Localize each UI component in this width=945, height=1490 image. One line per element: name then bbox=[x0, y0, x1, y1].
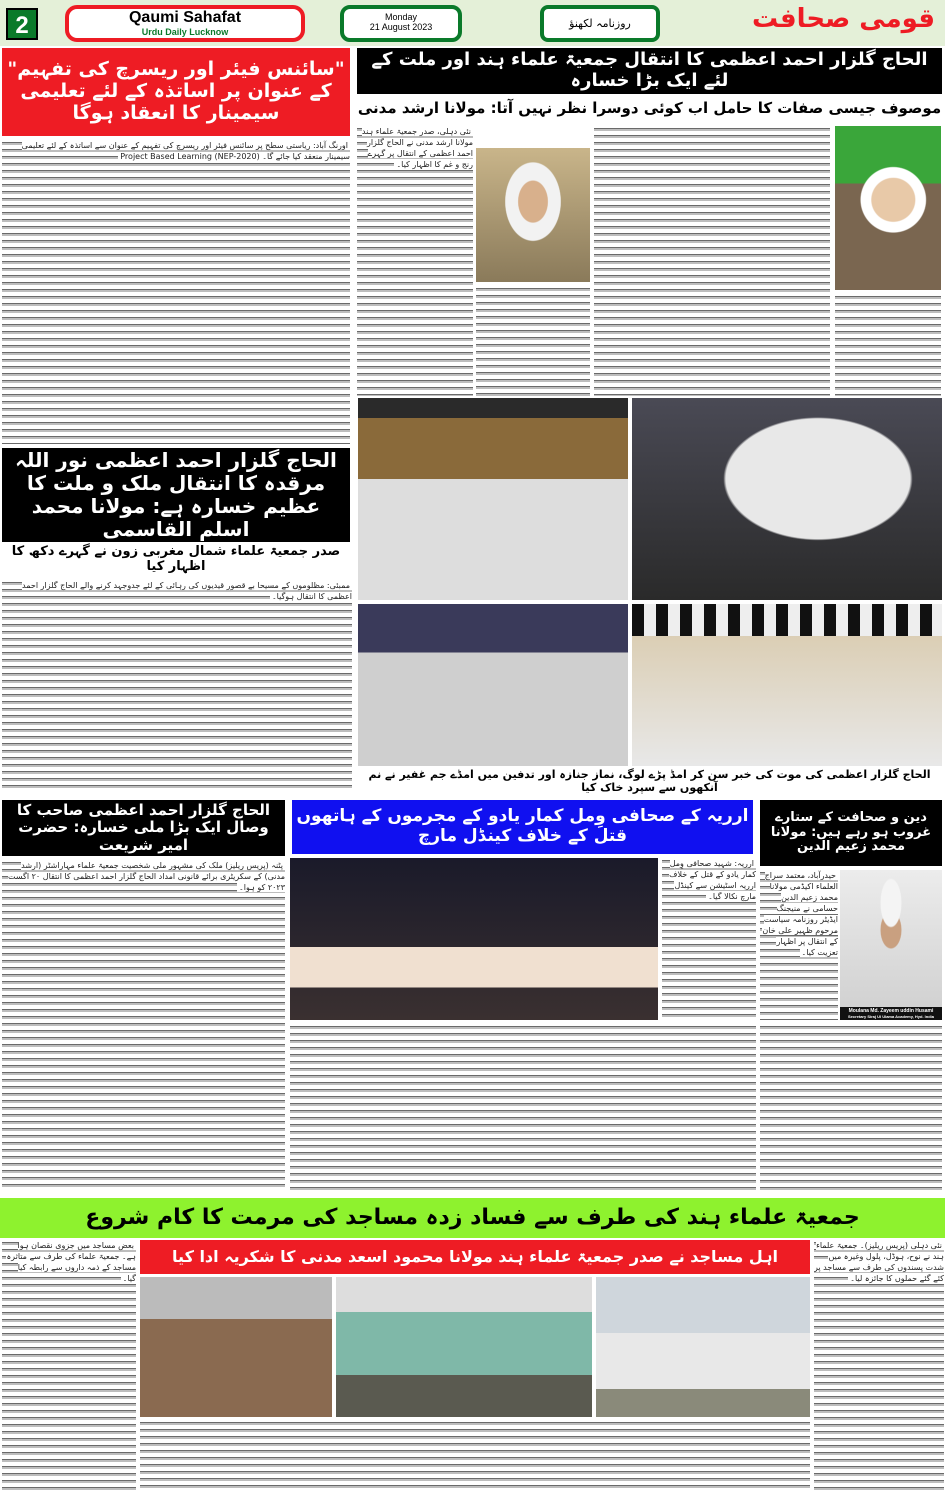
article-body-col bbox=[476, 286, 590, 396]
article-body-col bbox=[835, 294, 941, 396]
article-body: نئی دہلی (پریس ریلیز)۔ جمعیۃ علماء ہند نے نوح، ہوڈل، پلول وغیرہ میں شدت پسندوں کی طرف سے مساجد پر کئے گئے حملوں کا جائزہ لیا۔ bbox=[814, 1240, 944, 1490]
paper-title: Qaumi Sahafat bbox=[128, 9, 242, 26]
article-subheadline: موصوف جیسی صفات کا حامل اب کوئی دوسرا نظر نہیں آتا: مولانا ارشد مدنی bbox=[357, 99, 942, 118]
photo-officials-visit bbox=[596, 1277, 810, 1417]
article-headline: "سائنس فیئر اور ریسرچ کی تفہیم" کے عنوان پر اساتذہ کے لئے تعلیمی سیمینار کا انعقاد ہوگا bbox=[2, 48, 350, 136]
article-body-col bbox=[290, 1024, 756, 1190]
article-body: ممبئی: مظلوموں کے مسیحا بے قصور قیدیوں کی رہائی کے لئے جدوجہد کرنے والے الحاج گلزار احمد اعظمی کا انتقال ہوگیا۔ bbox=[2, 580, 352, 792]
roznama-box: روزنامہ لکھنؤ bbox=[540, 5, 660, 42]
paper-subtitle: Urdu Daily Lucknow bbox=[141, 27, 229, 37]
article-headline: جمعیۃ علماء ہند کی طرف سے فساد زدہ مساجد کی مرمت کا کام شروع bbox=[0, 1198, 945, 1238]
article-subheadline: صدر جمعیۃ علماء شمال مغربی زون نے گہرے دکھ کا اظہار کیا bbox=[11, 544, 341, 574]
photo-mosque-exterior bbox=[336, 1277, 592, 1417]
photo-funeral-crowd bbox=[632, 398, 942, 600]
photo-zayeem-uddin bbox=[840, 870, 942, 1020]
article-headline: الحاج گلزار احمد اعظمی کا انتقال جمعیۃ علماء ہند اور ملت کے لئے ایک بڑا خسارہ bbox=[357, 48, 942, 94]
photo-candle-march bbox=[290, 858, 658, 1020]
article-headline: الحاج گلزار احمد اعظمی نور اللہ مرقدہ کا انتقال ملک و ملت کا عظیم خسارہ ہے: مولانا محمد اسلم القاسمی bbox=[2, 448, 350, 542]
title-box bbox=[65, 5, 305, 42]
photo-arshad-madani bbox=[835, 126, 941, 290]
article-body-col bbox=[140, 1420, 810, 1490]
article-subheadline: اہل مساجد نے صدر جمعیۃ علماء ہند مولانا محمود اسعد مدنی کا شکریہ ادا کیا bbox=[140, 1240, 810, 1274]
photo-name-caption: Moulana Md. Zayeem uddin Husami Secretary Siraj Ul Ulama Academy, Hyd. India bbox=[840, 1007, 942, 1020]
article-body: اورنگ آباد: ریاستی سطح پر سائنس فیئر اور ریسرچ کی تفہیم کے عنوان سے اساتذہ کے لئے تعلیمی سیمینار منعقد کیا جائے گا۔ Project Based Learning (NEP-2020) bbox=[2, 140, 350, 444]
photo-gulzar-azmi bbox=[476, 148, 590, 282]
article-body-col bbox=[760, 1024, 942, 1190]
photo-prayer-hall bbox=[358, 604, 628, 766]
article-body-col bbox=[594, 126, 830, 396]
photo-caption: الحاج گلزار اعظمی کی موت کی خبر سن کر امڈ پڑے لوگ، نماز جنازہ اور تدفین میں امڈے جم غفیر نے نم آنکھوں سے سپرد خاک کیا bbox=[368, 768, 931, 794]
photo-damaged-mosque-interior bbox=[140, 1277, 332, 1417]
page-number: 2 bbox=[6, 8, 38, 40]
article-body: نئی دہلی، صدر جمعیۃ علماء ہند مولانا ارشد مدنی نے الحاج گلزار احمد اعظمی کے انتقال پر گہرے رنج و غم کا اظہار کیا۔ bbox=[357, 126, 473, 396]
article-body: پٹنہ (پریس ریلیز) ملک کی مشہور ملی شخصیت جمعیۃ علماء مہاراشٹر (ارشد مدنی) کے سکریٹری برائے قانونی امداد الحاج گلزار احمد اعظمی کا انتقال ۲۰ اگست ۲۰۲۳ کو ہوا۔ bbox=[2, 860, 285, 1190]
urdu-logo: قومی صحافت bbox=[752, 4, 935, 34]
date-box bbox=[340, 5, 462, 42]
issue-date: 21 August 2023 bbox=[369, 22, 433, 32]
article-body: بعض مساجد میں جزوی نقصان ہوا ہے۔ جمعیۃ علماء کی طرف سے متاثرہ مساجد کے ذمہ داروں سے رابطہ کیا گیا۔ bbox=[2, 1240, 136, 1490]
article-body: ارریہ: شہید صحافی وِمل کمار یادو کے قتل کے خلاف ارریہ اسٹیشن سے کینڈل مارچ نکالا گیا۔ bbox=[662, 858, 756, 1020]
photo-mourners bbox=[632, 604, 942, 766]
article-headline: ارریہ کے صحافی وِمل کمار یادو کے مجرموں کے ہاتھوں قتل کے خلاف کینڈل مارچ bbox=[290, 798, 755, 856]
issue-day: Monday bbox=[384, 12, 418, 22]
photo-gathering bbox=[358, 398, 628, 600]
article-headline: دین و صحافت کے ستارے غروب ہو رہے ہیں: مولانا محمد زعیم الدین bbox=[760, 800, 942, 866]
article-body: حیدرآباد، معتمد سراج العلماء اکیڈمی مولانا محمد زعیم الدین حسامی نے منیجنگ ایڈیٹر روزنامہ سیاست مرحوم ظہیر علی خان کے انتقال پر اظہار تعزیت کیا۔ bbox=[760, 870, 838, 1020]
article-headline: الحاج گلزار احمد اعظمی صاحب کا وصال ایک بڑا ملی خسارہ: حضرت امیر شریعت bbox=[2, 800, 285, 856]
